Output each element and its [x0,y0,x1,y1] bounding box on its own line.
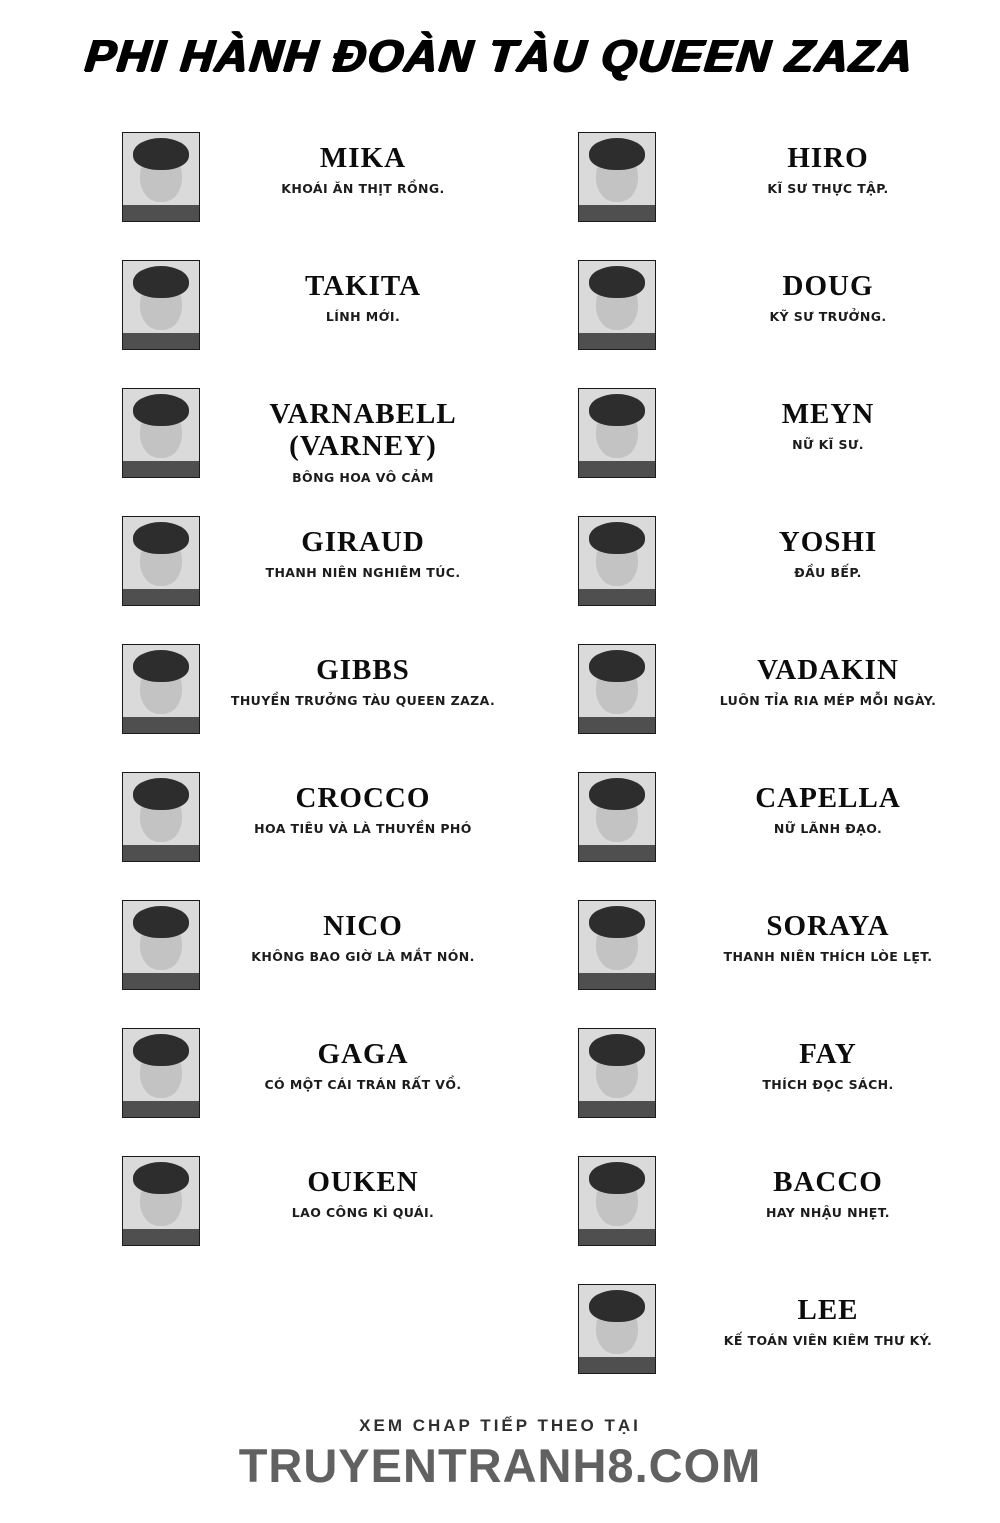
left-column [0,130,500,1410]
character-row-takita [0,258,500,386]
character-row-vadakin [500,642,1000,770]
character-row-crocco [0,770,500,898]
character-name: DOUG [782,270,874,302]
portrait-ouken [122,1156,200,1246]
portrait-capella [578,772,656,862]
character-row-capella [500,770,1000,898]
portrait-doug [578,260,656,350]
footer [0,1416,1000,1493]
character-name: OUKEN [307,1166,419,1198]
character-name: GAGA [317,1038,409,1070]
character-desc: LÍNH MỚI. [325,309,401,325]
portrait-takita [122,260,200,350]
character-info [200,130,500,196]
portrait-hiro [578,132,656,222]
character-desc: HAY NHẬU NHẸT. [766,1205,890,1221]
character-info [656,1154,1000,1220]
portrait-crocco [122,772,200,862]
character-name: CAPELLA [755,782,901,814]
page-title: PHI HÀNH ĐOÀN TÀU QUEEN ZAZA [83,30,917,81]
portrait-varnabell [122,388,200,478]
character-row-giraud [0,514,500,642]
character-info [656,1282,1000,1348]
character-desc: LAO CÔNG KÌ QUÁI. [291,1205,435,1221]
character-desc: THUYỀN TRƯỞNG TÀU QUEEN ZAZA. [230,693,496,709]
character-name: MIKA [319,142,407,174]
character-row-hiro [500,130,1000,258]
character-row-ouken [0,1154,500,1282]
character-row-doug [500,258,1000,386]
character-desc: KHOÁI ĂN THỊT RỒNG. [281,181,445,197]
character-row-gaga [0,1026,500,1154]
character-desc: NỮ LÃNH ĐẠO. [773,821,883,837]
character-name: YOSHI [778,526,878,558]
character-desc: HOA TIÊU VÀ LÀ THUYỀN PHÓ [254,821,472,837]
character-row-yoshi [500,514,1000,642]
character-name: HIRO [787,142,869,174]
portrait-bacco [578,1156,656,1246]
character-name: LEE [797,1294,859,1326]
portrait-gibbs [122,644,200,734]
character-info [656,130,1000,196]
character-row-varnabell [0,386,500,514]
portrait-gaga [122,1028,200,1118]
portrait-fay [578,1028,656,1118]
character-row-mika [0,130,500,258]
right-column [500,130,1000,1410]
character-name: BACCO [773,1166,883,1198]
character-desc: BÔNG HOA VÔ CẢM [292,469,434,485]
character-name: CROCCO [295,782,431,814]
character-row-meyn [500,386,1000,514]
portrait-meyn [578,388,656,478]
character-info [656,514,1000,580]
character-info [200,1026,500,1092]
character-row-soraya [500,898,1000,1026]
portrait-lee [578,1284,656,1374]
character-info [656,770,1000,836]
character-row-bacco [500,1154,1000,1282]
character-name-alt: (VARNEY) [289,430,437,463]
character-name: MEYN [781,398,875,430]
character-info [200,898,500,964]
character-name: SORAYA [766,910,890,942]
character-info [656,258,1000,324]
character-row-gibbs [0,642,500,770]
character-desc: THÍCH ĐỌC SÁCH. [762,1077,894,1093]
character-desc: THANH NIÊN THÍCH LÒE LẸT. [723,949,933,965]
character-desc: KĨ SƯ THỰC TẬP. [767,181,889,197]
character-desc: NỮ KĨ SƯ. [792,437,864,453]
character-info [200,642,500,708]
character-info [200,386,500,485]
character-info [656,642,1000,708]
character-info [200,258,500,324]
character-row-fay [500,1026,1000,1154]
character-name: GIRAUD [301,526,425,558]
manga-crew-page [0,30,1000,1523]
character-info [200,770,500,836]
character-info [656,386,1000,452]
character-info [200,514,500,580]
character-desc: LUÔN TỈA RIA MÉP MỖI NGÀY. [719,693,937,709]
character-desc: CÓ MỘT CÁI TRÁN RẤT VỒ. [264,1077,462,1093]
character-name: TAKITA [304,270,422,302]
character-desc: ĐẦU BẾP. [794,565,862,581]
character-info [200,1154,500,1220]
character-name: FAY [799,1038,857,1070]
character-desc: THANH NIÊN NGHIÊM TÚC. [265,565,461,581]
portrait-yoshi [578,516,656,606]
portrait-mika [122,132,200,222]
footer-brand-text: TRUYENTRANH8.COM [238,1439,762,1492]
character-info [656,1026,1000,1092]
character-desc: KỸ SƯ TRƯỞNG. [769,309,887,325]
portrait-nico [122,900,200,990]
character-info [656,898,1000,964]
character-name: VADAKIN [757,654,899,686]
character-name: GIBBS [316,654,410,686]
character-row-lee [500,1282,1000,1410]
portrait-giraud [122,516,200,606]
character-desc: KHÔNG BAO GIỜ LÀ MẮT NÓN. [251,949,475,965]
character-name: NICO [323,910,403,942]
portrait-soraya [578,900,656,990]
footer-note: XEM CHAP TIẾP THEO TẠI [359,1416,641,1435]
character-desc: KẾ TOÁN VIÊN KIÊM THƯ KÝ. [723,1333,933,1349]
character-row-nico [0,898,500,1026]
portrait-vadakin [578,644,656,734]
character-grid [0,130,1000,1410]
character-name: VARNABELL [269,398,457,430]
